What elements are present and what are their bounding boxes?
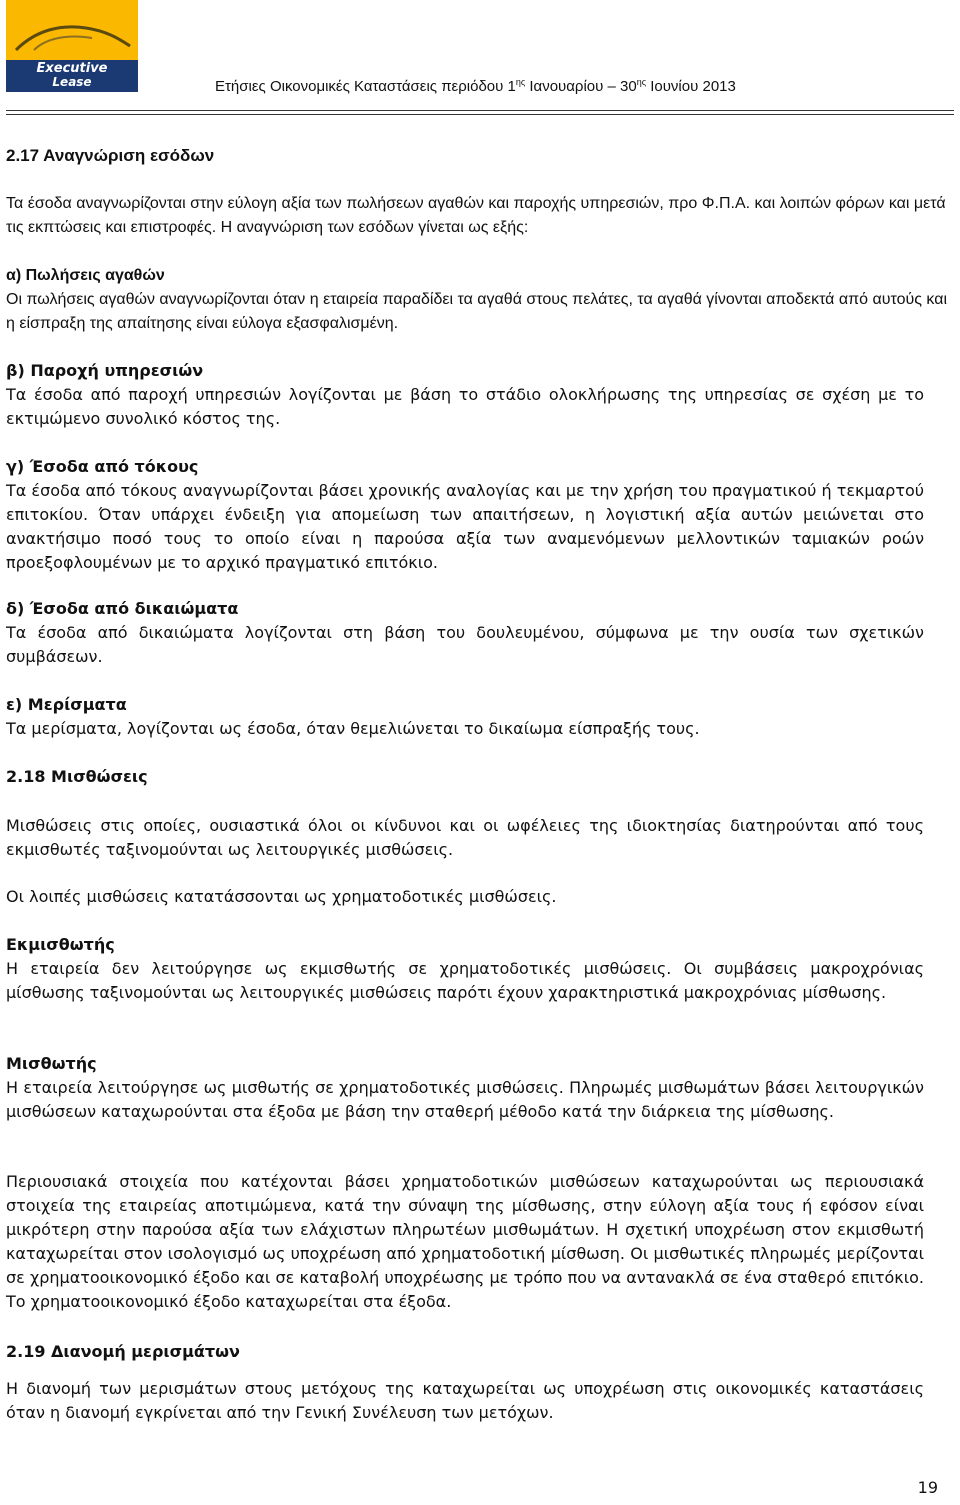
section-heading-2-19: 2.19 Διανομή μερισμάτων (6, 1342, 240, 1361)
section-heading-2-17: 2.17 Αναγνώριση εσόδων (6, 146, 215, 165)
page-number: 19 (917, 1478, 938, 1497)
paragraph-lessee: Η εταιρεία λειτούργησε ως μισθωτής σε χρηματοδοτικές μισθώσεις. Πληρωμές μισθωμάτων βάσει λειτουργικών μισθώσεων καταχωρούνται στα έξοδα με βάση την σταθερή μέθοδο κατά την διάρκεια της μίσθωσης. (6, 1078, 924, 1121)
paragraph-dividend-distribution: Η διανομή των μερισμάτων στους μετόχους της καταχωρείται ως υποχρέωση στις οικονομικές καταστάσεις όταν η διανομή εγκρίνεται από την Γενική Συνέλευση των μετόχων. (6, 1379, 924, 1422)
header-divider-2 (6, 114, 954, 115)
paragraph-leases-2: Οι λοιπές μισθώσεις κατατάσσονται ως χρηματοδοτικές μισθώσεις. (6, 887, 557, 906)
paragraph-lessor: Η εταιρεία δεν λειτούργησε ως εκμισθωτής σε χρηματοδοτικές μισθώσεις. Οι συμβάσεις μακροχρόνιας μίσθωσης ταξινομούνται ως λειτουργικές μισθώσεις παρότι έχουν χαρακτηριστικά μακροχρόνιας μίσθωσης. (6, 959, 924, 1002)
paragraph-interest: Τα έσοδα από τόκους αναγνωρίζονται βάσει χρονικής αναλογίας και με την χρήση του πραγματικού ή τεκμαρτού επιτοκίου. Όταν υπάρχει ένδειξη για απομείωση των απαιτήσεων, η λογιστική αξία αυτών μειώνεται στο ανακτήσιμο ποσό τους το οποίο είναι η παρούσα αξία των αναμενόμενων μελλοντικών ταμιακών ροών προεξοφλουμένων με το αρχικό πραγματικό επιτόκιο. (6, 481, 924, 572)
subheading-dividends: ε) Μερίσματα (6, 695, 127, 714)
subheading-services: β) Παροχή υπηρεσιών (6, 361, 204, 380)
logo-text-lease: Lease (52, 75, 92, 89)
section-heading-2-18: 2.18 Μισθώσεις (6, 767, 148, 786)
subheading-sales-goods: α) Πωλήσεις αγαθών (6, 267, 165, 284)
logo-text-executive: Executive (36, 61, 108, 76)
paragraph-dividends: Τα μερίσματα, λογίζονται ως έσοδα, όταν θεμελιώνεται το δικαίωμα είσπραξής τους. (6, 719, 700, 738)
logo-band (6, 60, 138, 92)
subheading-lessee: Μισθωτής (6, 1054, 97, 1073)
subheading-royalties: δ) Έσοδα από δικαιώματα (6, 599, 239, 618)
document-header-title: Ετήσιες Οικονομικές Καταστάσεις περιόδου $1^{\eta\varsigma}$ Ιανουαρίου – $30^{\eta\varsigma}$ Ιουνίου 2013 (215, 77, 736, 95)
paragraph-finance-lease-assets: Περιουσιακά στοιχεία που κατέχονται βάσει χρηματοδοτικών μισθώσεων καταχωρούνται ως περιουσιακά στοιχεία της εταιρείας αποτιμώμενα, κατά την σύναψη της μίσθωσης, στην εύλογη αξία τους ή εφόσον είναι μικρότερη στην παρούσα αξία των ελάχιστων πληρωτέων μισθωμάτων. Η σχετική υποχρέωση στον εκμισθωτή καταχωρείται στον ισολογισμό ως υποχρέωση από χρηματοδοτική μίσθωση. Οι μισθωτικές πληρωμές μερίζονται σε χρηματοοικονομικό έξοδο και σε καταβολή υποχρέωσης με τρόπο που να αντανακλά σε ένα σταθερό επιτόκιο. Το χρηματοοικονομικό έξοδο καταχωρείται στα έξοδα. (6, 1172, 924, 1311)
paragraph-leases-1: Μισθώσεις στις οποίες, ουσιαστικά όλοι οι κίνδυνοι και οι ωφέλειες της ιδιοκτησίας διατηρούνται από τους εκμισθωτές ταξινομούνται ως λειτουργικές μισθώσεις. (6, 816, 924, 859)
header-divider (6, 110, 954, 111)
paragraph-sales-goods: Οι πωλήσεις αγαθών αναγνωρίζονται όταν η εταιρεία παραδίδει τα αγαθά στους πελάτες, τα αγαθά γίνονται αποδεκτά από αυτούς και η είσπραξη της απαίτησης είναι εύλογα εξασφαλισμένη. (6, 291, 948, 332)
company-logo (6, 0, 138, 92)
paragraph-revenue-intro: Τα έσοδα αναγνωρίζονται στην εύλογη αξία των πωλήσεων αγαθών και παροχής υπηρεσιών, προ Φ.Π.Α. και λοιπών φόρων και μετά τις εκπτώσεις και επιστροφές. Η αναγνώριση των εσόδων γίνεται ως εξής: (6, 195, 946, 236)
paragraph-services: Τα έσοδα από παροχή υπηρεσιών λογίζονται με βάση το στάδιο ολοκλήρωσης της υπηρεσίας σε σχέση με το εκτιμώμενο συνολικό κόστος της. (6, 385, 924, 428)
car-silhouette-icon (6, 0, 138, 60)
subheading-lessor: Εκμισθωτής (6, 935, 115, 954)
subheading-interest: γ) Έσοδα από τόκους (6, 457, 199, 476)
paragraph-royalties: Τα έσοδα από δικαιώματα λογίζονται στη βάση του δουλευμένου, σύμφωνα με την ουσία των σχετικών συμβάσεων. (6, 623, 924, 666)
